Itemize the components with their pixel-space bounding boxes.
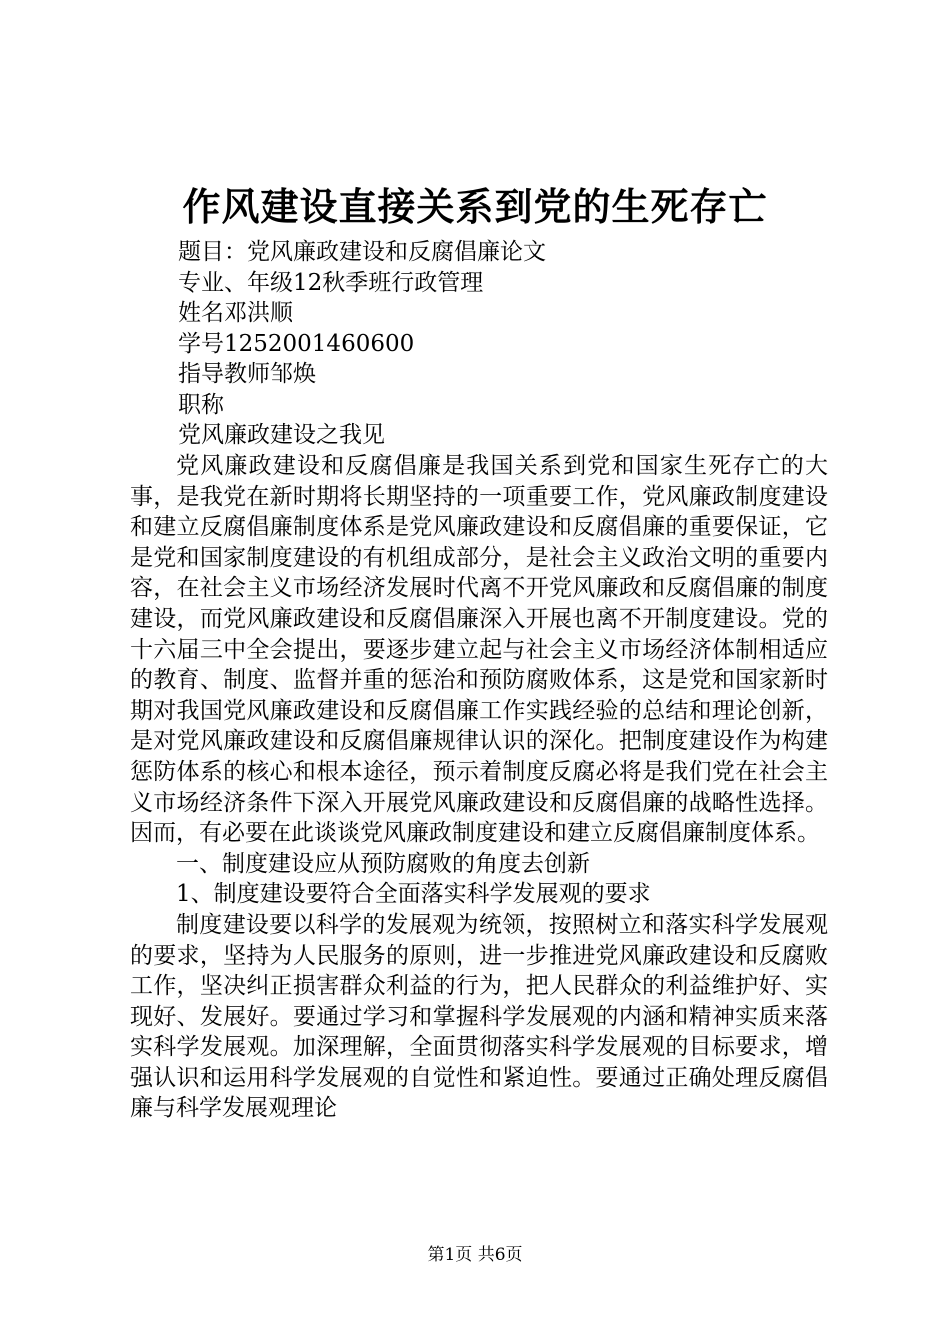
- document-meta: [178, 237, 838, 451]
- meta-topic: 题目：党风廉政建设和反腐倡廉论文: [178, 239, 546, 265]
- page-number: 第1页 共6页: [427, 1245, 523, 1265]
- subsection-heading: 1、制度建设要符合全面落实科学发展观的要求: [176, 881, 651, 908]
- meta-student-id: 学号1252001460600: [178, 330, 415, 357]
- essay-subtitle: 党风廉政建设之我见: [178, 422, 385, 448]
- meta-name: 姓名邓洪顺: [178, 300, 293, 326]
- meta-advisor: 指导教师邹焕: [178, 361, 316, 387]
- body-paragraph: 党风廉政建设和反腐倡廉是我国关系到党和国家生死存亡的大事，是我党在新时期将长期坚持的一项重要工作，党风廉政制度建设和建立反腐倡廉制度体系是党风廉政建设和反腐倡廉的重要保证，它是党和国家制度建设的有机组成部分，是社会主义政治文明的重要内容，在社会主义市场经济发展时代离不开党风廉政和反腐倡廉的制度建设，而党风廉政建设和反腐倡廉深入开展也离不开制度建设。党的十六届三中全会提出，要逐步建立起与社会主义市场经济体制相适应的教育、制度、监督并重的惩治和预防腐败体系，这是党和国家新时期对我国党风廉政建设和反腐倡廉工作实践经验的总结和理论创新，是对党风廉政建设和反腐倡廉规律认识的深化。把制度建设作为构建惩防体系的核心和根本途径，预示着制度反腐必将是我们党在社会主义市场经济条件下深入开展党风廉政建设和反腐倡廉的战略性选择。因而，有必要在此谈谈党风廉政制度建设和建立反腐倡廉制度体系。: [130, 453, 828, 847]
- body-paragraph: 制度建设要以科学的发展观为统领，按照树立和落实科学发展观的要求，坚持为人民服务的原则，进一步推进党风廉政建设和反腐败工作，坚决纠正损害群众利益的行为，把人民群众的利益维护好、实现好、发展好。要通过学习和掌握科学发展观的内涵和精神实质来落实科学发展观。加深理解，全面贯彻落实科学发展观的目标要求，增强认识和运用科学发展观的自觉性和紧迫性。要通过正确处理反腐倡廉与科学发展观理论: [130, 911, 828, 1122]
- meta-title-rank: 职称: [178, 391, 224, 418]
- section-heading: 一、制度建设应从预防腐败的角度去创新: [176, 850, 590, 877]
- meta-major: 专业、年级12秋季班行政管理: [178, 269, 484, 296]
- document-body: [130, 451, 828, 1124]
- document-title: 作风建设直接关系到党的生死存亡: [182, 184, 768, 229]
